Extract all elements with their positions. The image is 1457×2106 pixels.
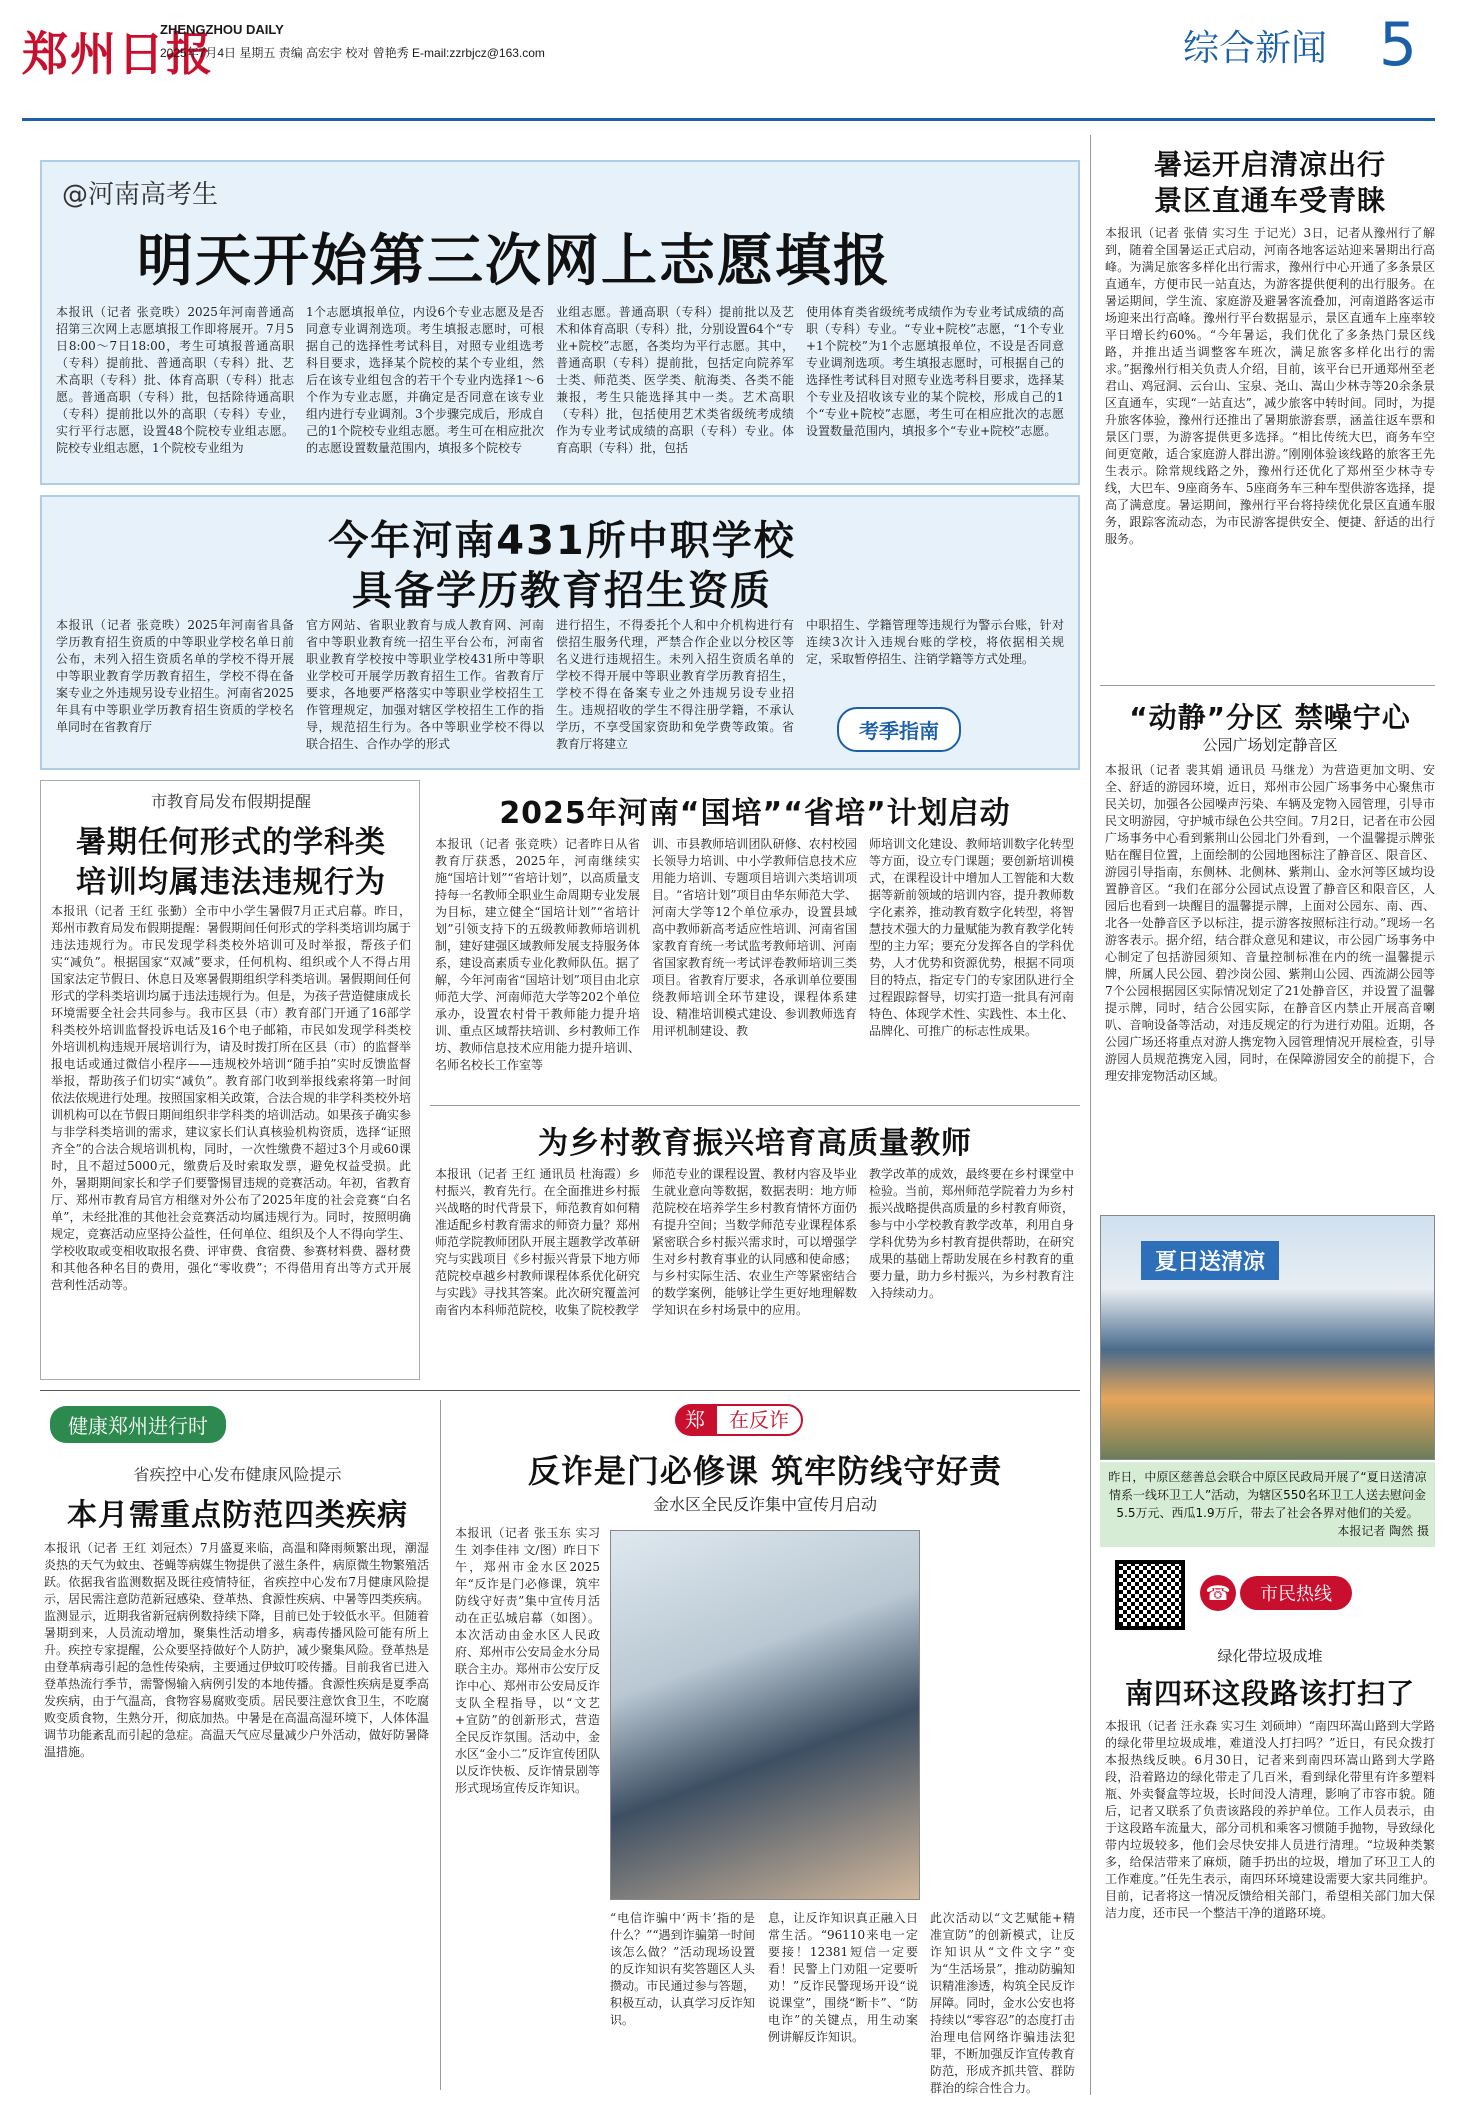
headline-line1: 今年河南431所中职学校	[328, 518, 796, 564]
body-col: “电信诈骗中‘两卡’指的是什么？”“遇到诈骗第一时间该怎么做？”活动现场设置的反诈知识有奖答题区人头攒动。市民通过参与答题，积极互动，认真学习反诈知识。	[610, 1911, 755, 2027]
body-col: 进行招生，不得委托个人和中介机构进行有偿招生服务代理，严禁合作企业以分校区等名义进行违规招生。未列入招生资质名单的学校不得开展中等职业教育学历教育招生，学校不得在备案专业之外违规另设专业招生。违规招收的学生不得注册学籍，不承认学历，不享受国家资助和免学费等政策。省教育厅将建立	[556, 618, 794, 751]
body-col: 本报讯（记者 张玉东 实习生 刘李佳祎 文/图）昨日下午，郑州市金水区2025年“反诈是门必修课，筑牢防线守好责”集中宣传月活动在正弘城启幕（如图）。本次活动由金水区人民政府、郑州市公安局金水分局联合主办。郑州市公安厅反诈中心、郑州市公安局反诈支队全程指导，以“文艺+宣防”的创新形式，营造全民反诈氛围。活动中，金水区“金小二”反诈宣传团队以反诈快板、反诈情景剧等形式现场宣传反诈知识。	[455, 1526, 600, 1795]
article-panel	[40, 160, 1080, 485]
body-col: 本报讯（记者 张竞昳）2025年河南普通高招第三次网上志愿填报工作即将展开。7月5日8:00～7日18:00，考生可填报普通高职（专科）提前批、普通高职（专科）批、艺术高职（专科）批、体育高职（专科）批志愿。普通高职（专科）批，包括除待通高职（专科）提前批以外的高职（专科）专业，实行平行志愿，设置48个院校专业组志愿。院校专业组志愿，1个院校专业组为	[56, 305, 294, 455]
phone-icon: ☎	[1200, 1575, 1236, 1611]
article-box	[1100, 135, 1440, 680]
photo-caption: 昨日，中原区慈善总会联合中原区民政局开展了“夏日送清凉 情系一线环卫工人”活动，为辖区550名环卫工人送去慰问金5.5万元、西瓜1.9万斤，带去了社会各界对他们的关爱。	[1108, 1470, 1427, 1520]
headline: 明天开始第三次网上志愿填报	[137, 229, 891, 294]
photo-banner: 夏日送清凉	[1141, 1241, 1279, 1280]
hotline-tag: 市民热线	[1240, 1576, 1352, 1610]
headline-line2: 具备学历教育招生资质	[352, 568, 772, 614]
newspaper-logo: 郑州日报	[22, 27, 214, 81]
photo-credit: 本报记者 陶然 摄	[1337, 1524, 1429, 1538]
section-name: 综合新闻	[1182, 28, 1327, 69]
body-text: 本报讯（记者 裴其娟 通讯员 马继龙）为营造更加文明、安全、舒适的游园环境，近日，郑州市公园广场事务中心聚焦市民关切，加强各公园噪声污染、车辆及宠物入园管理，引导市民文明游园，守护城市绿色公共空间。7月2日，记者在市公园广场事务中心看到紫荆山公园北门外看到，一个温馨提示牌张贴在醒目位置，上面绘制的公园地图标注了静音区、限音区、游园引导指南，东侧林、北侧林、紫荆山、金水河等区域均设置静音区。“我们在部分公园试点设置了静音区和限音区，人园后也看到一块醒目的温馨提示牌，上面对公园东、南、西、北各一处静音区予以标注，提示游客按照标注行动。”现场一名游客表示。据介绍，结合群众意见和建议，市公园广场事务中心制定了包括游园须知、音量控制标准在内的统一温馨提示牌，所属人民公园、碧沙岗公园、紫荆山公园、西流湖公园等7个公园根据园区实际情况划定了21处静音区，并设置了温馨提示牌，同时，结合公园实际，在静音区内禁止开展高音喇叭、音响设备等活动，对违反规定的行为进行劝阻。近期，各公园广场还将重点对游人携宠物入园管理情况开展检查，引导游园人员规范携宠入园，同时，在保障游园安全的前提下，合理安排宠物活动区域。	[1105, 763, 1435, 1083]
body-col: 官方网站、省职业教育与成人教育网、河南省中等职业教育统一招生平台公布，河南省职业教育学校按中等职业学校431所中等职业学校可开展学历教育招生工作。省教育厅要求，各地要严格落实中等职业学校招生工作管理规定，加强对辖区学校招生工作的指导，规范招生行为。各中等职业学校不得以联合招生、合作办学的形式	[306, 618, 544, 751]
body-col: 本报讯（记者 张竞昳）2025年河南省具备学历教育招生资质的中等职业学校名单日前公布，未列入招生资质名单的学校不得开展中等职业教育学历教育招生，学校不得在备案专业之外违规另设专业招生。河南省2025年具有中等职业学历教育招生资质的学校名单同时在省教育厅	[56, 618, 294, 734]
article-box	[40, 780, 420, 1380]
page-number: 5	[1378, 10, 1417, 80]
body-col: 1个志愿填报单位，内设6个专业志愿及是否同意专业调剂选项。考生填报志愿时，可根据自己的选择性考试科目，对照专业组选考科目要求，选择某个院校的某个专业组，然后在该专业组包含的若干个专业内选择1～6个作为专业志愿，并确定是否同意在该专业组内进行专业调剂。3个步骤完成后，形成自己的1个院校专业组志愿。考生可在相应批次的志愿设置数量范围内，填报多个院校专	[306, 305, 544, 455]
headline-line2: 培训均属违法违规行为	[76, 865, 386, 900]
body-col: 业组志愿。普通高职（专科）提前批以及艺术和体育高职（专科）批，分别设置64个“专业+院校”志愿，各类均为平行志愿。其中，普通高职（专科）提前批，包括定向院养军士类、师范类、医学类、航海类、各类不能兼报，考生只能选择其中一类。艺术高职（专科）批，包括使用艺术类省级统考成绩作为专业考试成绩的高职（专科）专业。体育高职（专科）批，包括	[556, 305, 794, 455]
qr-code	[1115, 1560, 1185, 1630]
kicker: 省疾控中心发布健康风险提示	[133, 1465, 342, 1484]
article-box	[1100, 690, 1440, 1205]
body-text: 本报讯（记者 王红 刘冠杰）7月盛夏来临，高温和降雨频繁出现，潮湿炎热的天气为蚊虫、苍蝇等病媒生物提供了滋生条件，病原微生物繁殖活跃。依据我省监测数据及既往疫情特征，省疾控中心发布7月健康风险提示，居民需注意防范新冠感染、登革热、食源性疾病、中暑等四类疾病。监测显示，近期我省新冠病例数持续下降，目前已处于较低水平。但随着暑期到来，人员流动增加，聚集性活动增多，病毒传播风险可能有所上升。疾控专家提醒，公众要坚持做好个人防护，减少聚集风险。登革热是由登革病毒引起的急性传染病，主要通过伊蚊叮咬传播。目前我省已进入登革热流行季节，需警惕输入病例引发的本地传播。食源性疾病是夏季高发疾病，由于气温高，食物容易腐败变质。居民要注意饮食卫生，不吃腐败变质食物，生熟分开，彻底加热。中暑是在高温高湿环境下，人体体温调节功能紊乱而引起的急症。高温天气应尽量减少户外活动，做好防暑降温措施。	[44, 1541, 429, 1759]
body-col: 中职招生、学籍管理等违规行为警示台账，针对连续3次计入违规台账的学校，将依据相关规定，采取暂停招生、注销学籍等方式处理。	[806, 618, 1064, 666]
headline: 反诈是门必修课 筑牢防线守好责	[527, 1452, 1003, 1490]
article-box	[40, 1400, 435, 2090]
headline-line1: 暑运开启清凉出行	[1153, 148, 1386, 181]
body-col: 使用体育类省级统考成绩作为专业考试成绩的高职（专科）专业。“专业+院校”志愿，“1个专业+1个院校”为1个志愿填报单位，不设是否同意专业调剂选项。考生填报志愿时，可根据自己的选择性考试科目对照专业选考科目要求，选择某个专业及招收该专业的某个院校，形成自己的1个“专业+院校”志愿，考生可在相应批次的志愿设置数量范围内，填报多个“专业+院校”志愿。	[806, 305, 1064, 438]
dateline: 2025年7月4日 星期五 责编 高宏宇 校对 曾艳秀 E-mail:zzrbjcz@163.com	[160, 46, 545, 60]
divider	[430, 1105, 1080, 1106]
headline: 2025年河南“国培”“省培”计划启动	[499, 796, 1011, 831]
anti-fraud-photo	[610, 1530, 920, 1900]
body-col: 师培训文化建设、教师培训数字化转型等方面，设立专门课题；要创新培训模式，在课程设计中增加人工智能和大数据等新前领域的培训内容，提升教师数字化素养，推动教育数字化转型，将智慧技术强大的力量赋能为教育教学化转型的主力军；要充分发挥各自的学科优势，人才优势和资源优势，根据不同项目的特点，指定专门的专家团队进行全过程跟踪督导，切实打造一批具有河南特色、体现学术性、实践性、本土化、品牌化、可推广的标志性成果。	[869, 837, 1074, 1038]
headline: “动静”分区 禁噪宁心	[1129, 701, 1411, 734]
body-col: 训、市县教师培训团队研修、农村校园长领导力培训、中小学教师信息技术应用能力培训、专题项目培训六类培训项目。“省培计划”项目由华东师范大学、河南大学等12个单位承办，设置县域高中教师新高考适应性培训、河南省国家教育育统一考试监考教师培训、河南省国家教育统一考试评卷教师培训三类项目。省教育厅要求，各承训单位要围绕教师培训全环节建设，课程体系建设、精准培训模式建设、参训教师选育用评机制建设、教	[652, 837, 857, 1038]
guide-badge: 考季指南	[837, 707, 961, 752]
body-text: 本报讯（记者 汪永森 实习生 刘硕坤）“南四环嵩山路到大学路的绿化带里垃圾成堆，难道没人打扫吗？”近日，有民众拨打本报热线反映。6月30日，记者来到南四环嵩山路到大学路段，沿着路边的绿化带走了几百米，看到绿化带里有许多塑料瓶、外卖餐盒等垃圾，长时间没人清理，影响了市容市貌。随后，记者又联系了负责该路段的养护单位。工作人员表示，由于这段路车流量大，部分司机和乘客习惯随手抛物，导致绿化带内垃圾较多，他们会尽快安排人员进行清理。“垃圾种类繁多，给保洁带来了麻烦，随手扔出的垃圾，增加了环卫工人的工作难度。”任先生表示，南四环环境建设需要大家共同维护。目前，记者将这一情况反馈给相关部门，希望相关部门加大保洁力度，还市民一个整洁干净的道路环境。	[1105, 1719, 1435, 1920]
headline: 为乡村教育振兴培育高质量教师	[538, 1126, 972, 1161]
masthead-rule	[22, 118, 1435, 121]
kicker: @河南高考生	[62, 180, 219, 210]
body-col: 此次活动以“文艺赋能+精准宣防”的创新模式，让反诈知识从“文件文字”变为“生活场景”，推动防骗知识精准渗透，构筑全民反诈屏障。同时，金水公安也将持续以“零容忍”的态度打击治理电信网络诈骗违法犯罪，不断加强反诈宣传教育防范，形成齐抓共管、群防群治的综合性合力。	[930, 1911, 1075, 2095]
article-box	[430, 780, 1080, 1100]
headline: 南四环这段路该打扫了	[1124, 1677, 1415, 1710]
body-text: 本报讯（记者 张倩 实习生 于记光）3日，记者从豫州行了解到，随着全国暑运正式启动，河南各地客运站迎来暑期出行高峰。为满足旅客多样化出行需求，豫州行中心开通了多条景区直通车，方便市民一站直达，为游客提供便利的出行服务。在暑运期间，学生流、家庭游及避暑客流叠加，河南道路客运市场迎来出行高峰。豫州行平台数据显示，景区直通车上座率较平日增长约60%。“今年暑运，我们优化了多条热门景区线路，并推出适当调整客车班次，满足旅客多样化出行的需求。”据豫州行相关负责人介绍，目前，该平台已开通郑州至老君山、鸡冠洞、云台山、宝泉、尧山、嵩山少林寺等20余条景区直通车，实现“一站直达”，减少旅客中转时间。同时，为提升旅客体验，豫州行还推出了暑期旅游套票，涵盖往返车票和景区门票，为游客提供更多选择。“相比传统大巴，商务车空间更宽敞，适合家庭游人群出游。”刚刚体验该线路的旅客王先生表示。除常规线路之外，豫州行还优化了郑州至少林寺专线，大巴车、9座商务车、5座商务车三种车型供游客选择，提高了满意度。暑运期间，豫州行平台将持续优化景区直通车服务，跟踪客流动态，为市民游客提供安全、便捷、舒适的出行服务。	[1105, 226, 1435, 546]
anti-fraud-tag	[675, 1404, 855, 1438]
article-box	[430, 1110, 1080, 1380]
masthead	[0, 0, 1457, 125]
column-tag: 健康郑州进行时	[50, 1406, 226, 1443]
headline-line2: 景区直通车受青睐	[1153, 184, 1386, 217]
photo-caption-box	[1100, 1462, 1435, 1547]
english-name: ZHENGZHOU DAILY	[160, 22, 284, 37]
column-divider	[1090, 135, 1091, 2095]
tag-prefix: 郑	[675, 1404, 715, 1436]
kicker: 市教育局发布假期提醒	[150, 792, 311, 811]
article-panel	[40, 495, 1080, 770]
article-box	[450, 1400, 1080, 2095]
body-col: 本报讯（记者 王红 通讯员 杜海霞）乡村振兴，教育先行。在全面推进乡村振兴战略的时代背景下，师范教育如何精准适配乡村教育需求的师资力量？郑州师范学院教师团队开展主题教学改革研究与实践项目《乡村振兴背景下地方师范院校卓越乡村教师课程体系优化研究与实践》寻找其答案。此次研究覆盖河南省内本科师范院校，收集了院校教学	[435, 1167, 640, 1317]
headline: 本月需重点防范四类疾病	[67, 1498, 408, 1533]
subheadline: 金水区全民反诈集中宣传月启动	[652, 1495, 877, 1514]
body-col: 师范专业的课程设置、教材内容及毕业生就业意向等数据，数据表明：地方师范院校在培养学生乡村教育情怀方面仍有提升空间；当数学师范专业课程体系紧密联合乡村振兴需求时，可以增强学生对乡村教育事业的认同感和使命感；与乡村实际生活、农业生产等紧密结合的数学案例，能够让学生更好地理解数学知识在乡村场景中的应用。	[652, 1167, 857, 1317]
subheadline: 公园广场划定静音区	[1202, 736, 1338, 754]
body-col: 本报讯（记者 张竞昳）记者昨日从省教育厅获悉，2025年，河南继续实施“国培计划”“省培计划”，以高质量支持每一名教师全职业生命周期专业发展为目标，建立健全“国培计划”“省培计划”引领支持下的五级教师教师培训机制，建好建强区域教师发展支持服务体系，建设高素质专业化教师队伍。据了解，今年河南省“国培计划”项目由北京师范大学、河南师范大学等202个单位承办，设置农村骨干教师能力提升培训、重点区域帮扶培训、乡村教师工作坊、教师信息技术应用能力提升培训、名师名校长工作室等	[435, 837, 640, 1072]
column-divider	[440, 1400, 441, 2090]
kicker: 绿化带垃圾成堆	[1217, 1647, 1323, 1665]
tag-label: 在反诈	[715, 1404, 803, 1436]
body-col: 教学改革的成效，最终要在乡村课堂中检验。当前，郑州师范学院着力为乡村振兴战略提供高质量的乡村教育师资，参与中小学校教育教学改革，利用自身学科优势为乡村教育提供帮助，在研究成果的基础上帮助发展在乡村教育的重要力量，助力乡村振兴，为乡村教育注入持续动力。	[869, 1167, 1074, 1300]
divider	[40, 1390, 1080, 1391]
divider	[1100, 685, 1435, 686]
body-col: 息，让反诈知识真正融入日常生活。“96110来电一定要接！12381短信一定要看！民警上门劝阻一定要听劝！”反诈民警现场开设“说说课堂”，围绕“断卡”、“防电诈”的关键点，用生动案例讲解反诈知识。	[768, 1911, 918, 2044]
headline-line1: 暑期任何形式的学科类	[76, 825, 386, 860]
body-text: 本报讯（记者 王红 张勤）全市中小学生暑假7月正式启幕。昨日，郑州市教育局发布假期提醒：暑假期间任何形式的学科类培训均属于违法违规行为。市民发现学科类校外培训可及时举报，帮孩子们实“减负”。根据国家“双减”要求，任何机构、组织或个人不得占用国家法定节假日、休息日及寒暑假期组织学科类培训。暑假期间任何形式的学科类培训均属于违法违规行为。但是，为孩子营造健康成长环境需要全社会共同参与。我市区县（市）教育部门开通了16部学科类校外培训监督投诉电话及16个电子邮箱，市民如发现学科类校外培训机构违规开展培训行为，请及时拨打所在区县（市）的监督举报电话或通过微信小程序——违规校外培训“随手拍”实时反馈监督举报，帮助孩子们切实“减负”。教育部门收到举报线索将第一时间依法依规进行处理。按照国家相关政策，合法合规的非学科类校外培训机构可以在节假日期间组织非学科类的培训活动。如果孩子确实参与非学科类培训的需求，建议家长们认真核验机构资质，选择“证照齐全”的合法合规培训机构，同时，一次性缴费不超过3个月或60课时，且不超过5000元，缴费后及时索取发票，避免权益受损。此外，暑期期间家长和学子们要警惕冒违规的竞赛活动。年初，省教育厅、郑州市教育局官方相继对外公布了2025年度的社会竞赛“白名单”，未经批准的其他社会竞赛活动均属违规行为。同时，按照明确规定，竞赛活动应坚持公益性，任何单位、组织及个人不得向学生、学校收取或变相收取报名费、评审费、食宿费、参赛材料费、器材费和其他各种名目的费用，强化“零收费”；不得借用育出等方式开展营利性活动等。	[51, 904, 412, 1292]
event-photo	[1100, 1215, 1435, 1460]
